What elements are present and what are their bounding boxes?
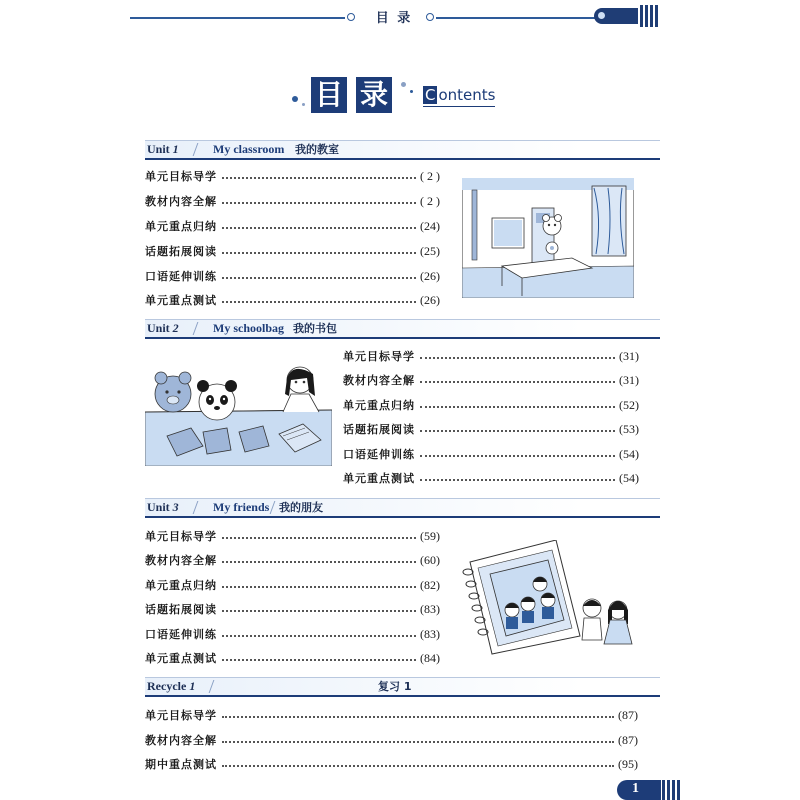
toc-row[interactable]: 单元目标导学 (87)	[145, 707, 638, 722]
unit-1-banner	[145, 141, 660, 158]
page-title-char-2: 录	[356, 77, 392, 113]
unit-label: Recycle 1	[147, 679, 196, 693]
banner-bottom-rule	[145, 516, 660, 518]
page-number: 1	[632, 781, 639, 796]
toc-row[interactable]: 单元目标导学 (59)	[145, 528, 440, 543]
header-edge-stripes	[640, 5, 660, 27]
footer-edge-stripes	[662, 780, 682, 800]
toc-row[interactable]: 口语延伸训练 (54)	[343, 446, 639, 461]
toc-row[interactable]: 话题拓展阅读 (25)	[145, 243, 440, 258]
toc-row[interactable]: 话题拓展阅读 (53)	[343, 421, 639, 436]
banner-bottom-rule	[145, 158, 660, 160]
banner-bottom-rule	[145, 695, 660, 697]
toc-row[interactable]: 教材内容全解 (87)	[145, 732, 638, 747]
banner-slash	[270, 501, 276, 514]
toc-row[interactable]: 单元重点测试 (26)	[145, 292, 440, 307]
toc-row[interactable]: 单元重点测试 (54)	[343, 470, 639, 485]
toc-row[interactable]: 单元目标导学 (31)	[343, 348, 639, 363]
toc-row[interactable]: 教材内容全解 (60)	[145, 552, 440, 567]
header-rule-right	[436, 17, 596, 19]
unit-title-en: My schoolbag	[213, 321, 285, 335]
toc-row[interactable]: 单元目标导学 ( 2 )	[145, 168, 440, 183]
toc-row[interactable]: 单元重点测试 (84)	[145, 650, 440, 665]
banner-slash	[193, 501, 199, 514]
unit-label: Unit 3	[147, 500, 179, 514]
unit-label: Unit 1	[147, 142, 179, 156]
toc-row[interactable]: 口语延伸训练 (83)	[145, 626, 440, 641]
unit-2-banner	[145, 320, 660, 337]
banner-slash	[193, 143, 199, 156]
schoolbag-illustration	[145, 362, 332, 466]
unit-title-cn: 我的书包	[293, 322, 337, 335]
toc-row[interactable]: 教材内容全解 ( 2 )	[145, 193, 440, 208]
page-title-char-1: 目	[311, 77, 347, 113]
unit-title-cn: 我的朋友	[279, 501, 323, 514]
unit-title-en: My classroom	[213, 142, 285, 156]
sparkle-dot	[410, 90, 413, 93]
toc-row[interactable]: 期中重点测试 (95)	[145, 756, 638, 771]
toc-row[interactable]: 话题拓展阅读 (83)	[145, 601, 440, 616]
header-rule-left	[130, 17, 345, 19]
toc-row[interactable]: 教材内容全解 (31)	[343, 372, 639, 387]
toc-row[interactable]: 口语延伸训练 (26)	[145, 268, 440, 283]
banner-slash	[193, 322, 199, 335]
title-underline	[423, 106, 495, 107]
banner-slash	[209, 680, 215, 693]
classroom-illustration	[462, 178, 634, 298]
sparkle-dot	[302, 103, 305, 106]
toc-row[interactable]: 单元重点归纳 (52)	[343, 397, 639, 412]
recycle-1-banner	[145, 678, 660, 695]
banner-bottom-rule	[145, 337, 660, 339]
unit-title-cn: 复习 1	[378, 680, 412, 693]
header-dot-left	[347, 13, 355, 21]
page-title-english	[423, 86, 495, 104]
header-dot-right	[426, 13, 434, 21]
unit-label: Unit 2	[147, 321, 179, 335]
header-tab-dot	[598, 12, 605, 19]
toc-row[interactable]: 单元重点归纳 (82)	[145, 577, 440, 592]
sparkle-dot	[401, 82, 406, 87]
sparkle-dot	[292, 96, 298, 102]
toc-row[interactable]: 单元重点归纳 (24)	[145, 218, 440, 233]
unit-title-cn: 我的教室	[295, 143, 339, 156]
friends-photo-album-illustration	[452, 540, 642, 655]
header-title: 目 录	[375, 11, 413, 26]
page-number-tab	[617, 780, 661, 800]
title-initial: C	[425, 86, 436, 104]
unit-title-en: My friends	[213, 500, 270, 514]
title-rest: ontents	[438, 86, 496, 104]
unit-3-banner	[145, 499, 660, 516]
